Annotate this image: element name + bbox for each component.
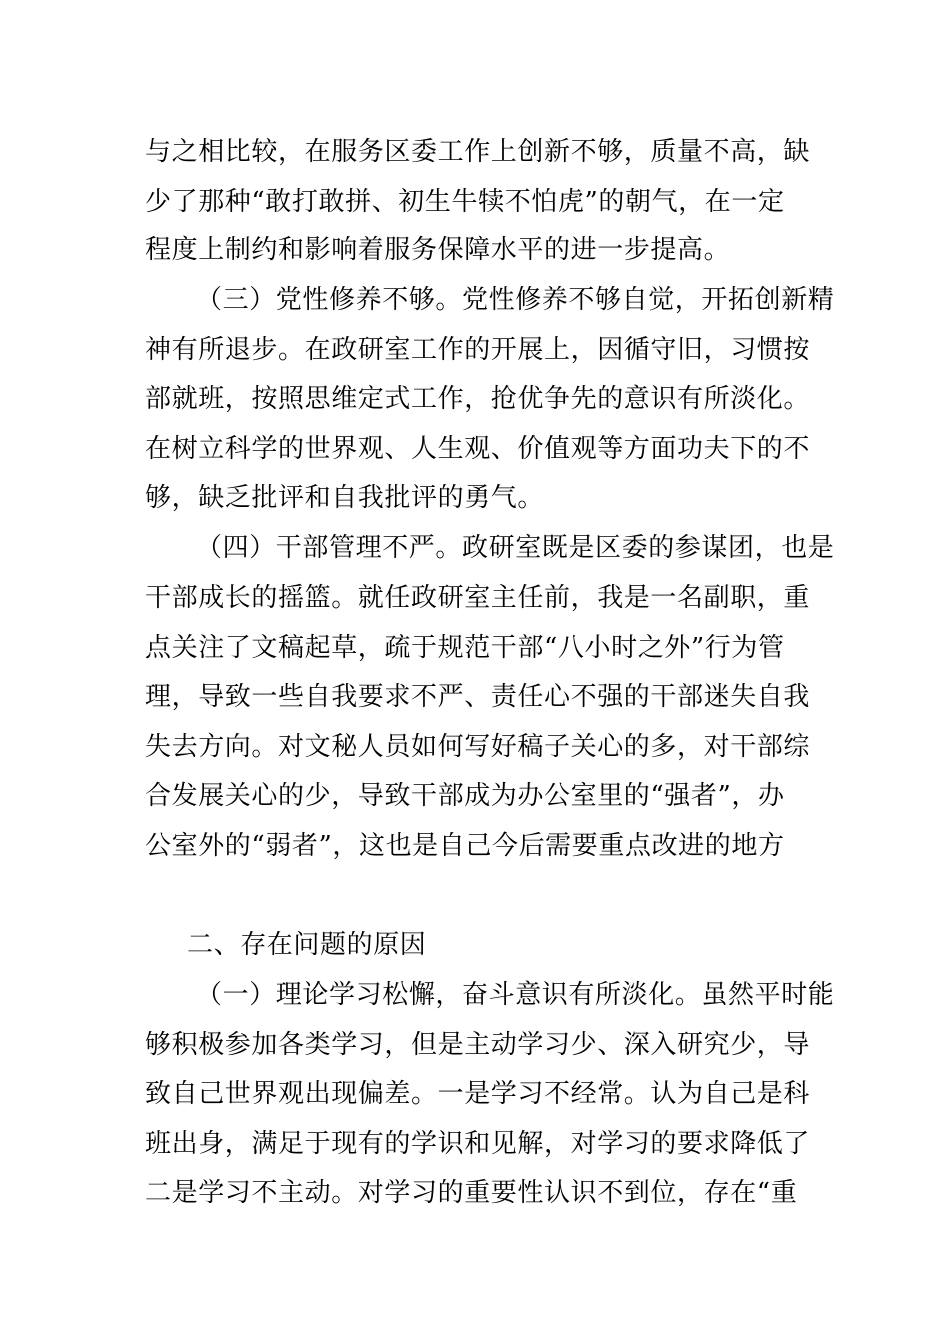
paragraph-line: 理，导致一些自我要求不严、责任心不强的干部迷失自我 (145, 682, 811, 712)
paragraph-line: 干部成长的摇篮。就任政研室主任前，我是一名副职，重 (145, 583, 811, 613)
paragraph-line: 班出身，满足于现有的学识和见解，对学习的要求降低了 (145, 1129, 811, 1159)
section-heading: 二、存在问题的原因 (187, 930, 427, 960)
paragraph-line: 够，缺乏批评和自我批评的勇气。 (145, 483, 545, 513)
paragraph-line: （四）干部管理不严。政研室既是区委的参谋团，也是 (196, 533, 835, 563)
paragraph-line: 点关注了文稿起草，疏于规范干部“八小时之外”行为管 (145, 633, 785, 663)
paragraph-line: 够积极参加各类学习，但是主动学习少、深入研究少，导 (145, 1030, 811, 1060)
paragraph-line: （一）理论学习松懈，奋斗意识有所淡化。虽然平时能 (196, 980, 835, 1010)
paragraph-line: 公室外的“弱者”，这也是自己今后需要重点改进的地方 (145, 831, 785, 861)
paragraph-line: 程度上制约和影响着服务保障水平的进一步提高。 (145, 235, 731, 265)
paragraph-line: 二是学习不主动。对学习的重要性认识不到位，存在“重 (145, 1178, 798, 1208)
paragraph-line: 致自己世界观出现偏差。一是学习不经常。认为自己是科 (145, 1079, 811, 1109)
paragraph-line: 少了那种“敢打敢拼、初生牛犊不怕虎”的朝气，在一定 (145, 187, 785, 217)
paragraph-line: 与之相比较，在服务区委工作上创新不够，质量不高，缺 (145, 137, 811, 167)
paragraph-line: 部就班，按照思维定式工作，抢优争先的意识有所淡化。 (145, 384, 811, 414)
paragraph-line: 失去方向。对文秘人员如何写好稿子关心的多，对干部综 (145, 732, 811, 762)
paragraph-line: （三）党性修养不够。党性修养不够自觉，开拓创新精 (196, 285, 835, 315)
paragraph-line: 神有所退步。在政研室工作的开展上，因循守旧，习惯按 (145, 335, 811, 365)
paragraph-line: 在树立科学的世界观、人生观、价值观等方面功夫下的不 (145, 434, 811, 464)
paragraph-line: 合发展关心的少，导致干部成为办公室里的“强者”，办 (145, 781, 785, 811)
